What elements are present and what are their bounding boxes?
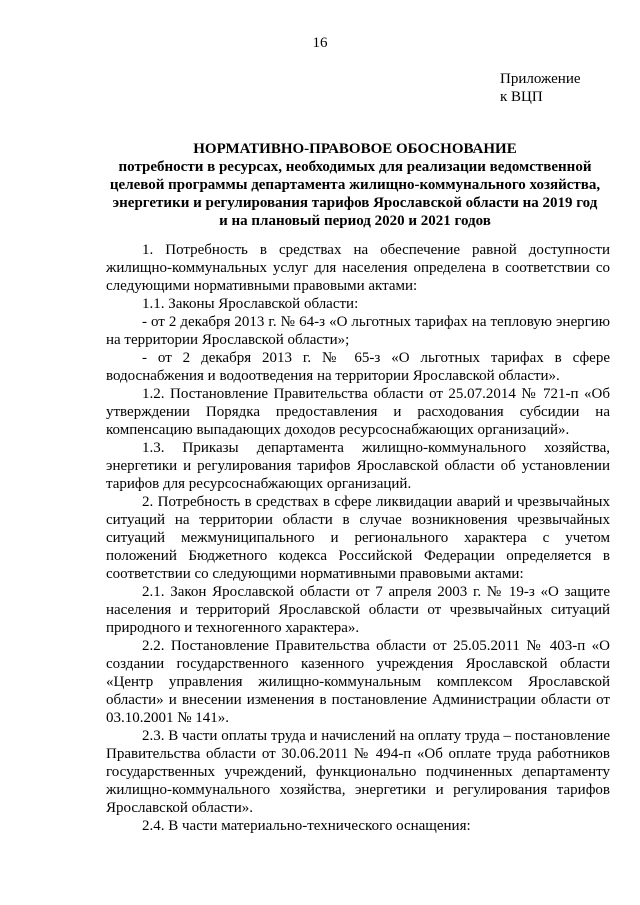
paragraph-law-64: - от 2 декабря 2013 г. № 64-з «О льготных тарифах на тепловую энергию на территории Ярославской области»; (106, 314, 610, 348)
title-line-2: потребности в ресурсах, необходимых для реализации ведомственной (118, 159, 592, 175)
title-line-5: и на плановый период 2020 и 2021 годов (219, 213, 491, 229)
appendix-label (500, 70, 581, 106)
document-title (100, 140, 610, 230)
appendix-line-1: Приложение (500, 71, 581, 87)
title-line-4: энергетики и регулирования тарифов Ярославской области на 2019 год (112, 195, 598, 211)
paragraph-law-65: - от 2 декабря 2013 г. № 65-з «О льготных тарифах в сфере водоснабжения и водоотведения на территории Ярославской области». (106, 350, 610, 384)
document-body (106, 241, 610, 835)
paragraph-2-4: 2.4. В части материально-технического оснащения: (142, 818, 471, 834)
paragraph-2-1: 2.1. Закон Ярославской области от 7 апреля 2003 г. № 19-з «О защите населения и территорий Ярославской области от чрезвычайных ситуаций природного и техногенного характера». (106, 584, 610, 636)
title-line-1: НОРМАТИВНО-ПРАВОВОЕ ОБОСНОВАНИЕ (193, 141, 517, 157)
paragraph-1-1: 1.1. Законы Ярославской области: (142, 296, 359, 312)
paragraph-2: 2. Потребность в средствах в сфере ликвидации аварий и чрезвычайных ситуаций на территории области в случае возникновения чрезвычайных ситуаций межмуниципального и регионального характера с учетом положений Бюджетного кодекса Российской Федерации определяется в соответствии со следующими нормативными правовыми актами: (106, 494, 610, 582)
paragraph-1: 1. Потребность в средствах на обеспечение равной доступности жилищно-коммунальных услуг для населения определена в соответствии со следующими нормативными правовыми актами: (106, 242, 610, 294)
appendix-line-2: к ВЦП (500, 89, 543, 105)
paragraph-1-2: 1.2. Постановление Правительства области от 25.07.2014 № 721-п «Об утверждении Порядка предоставления и расходования субсидии на компенсацию выпадающих доходов ресурсоснабжающих организаций». (106, 386, 610, 438)
title-line-3: целевой программы департамента жилищно-коммунального хозяйства, (109, 177, 601, 193)
paragraph-2-2: 2.2. Постановление Правительства области от 25.05.2011 № 403-п «О создании государственного казенного учреждения Ярославской области «Центр управления жилищно-коммунальным комплексом Ярославской области» и внесении изменения в постановление Администрации области от 03.10.2001 № 141». (106, 638, 610, 726)
page-number: 16 (312, 35, 328, 51)
paragraph-1-3: 1.3. Приказы департамента жилищно-коммунального хозяйства, энергетики и регулирования тарифов Ярославской области об установлении тарифов для ресурсоснабжающих организаций. (106, 440, 610, 492)
paragraph-2-3: 2.3. В части оплаты труда и начислений на оплату труда – постановление Правительства области от 30.06.2011 № 494-п «Об оплате труда работников государственных учреждений, функционально подчиненных департаменту жилищно-коммунального хозяйства, энергетики и регулирования тарифов Ярославской области». (106, 728, 610, 816)
